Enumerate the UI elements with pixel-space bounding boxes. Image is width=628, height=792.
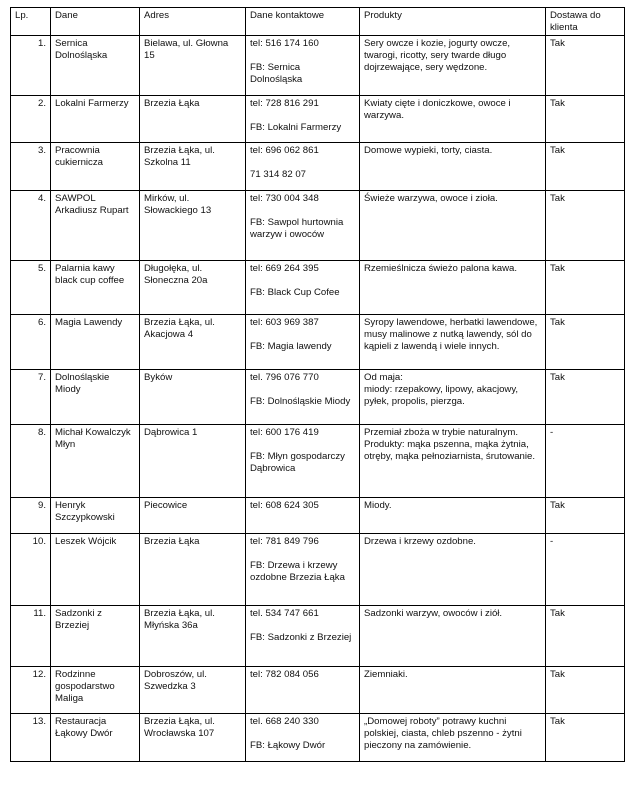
- cell-adres: Piecowice: [140, 498, 246, 534]
- cell-dane-kontaktowe: [246, 191, 360, 261]
- cell-dostawa: Tak: [546, 714, 625, 762]
- cell-dane-kontaktowe: [246, 261, 360, 315]
- cell-produkty: [360, 261, 546, 315]
- table-row: [11, 315, 625, 370]
- cell-dane-kontaktowe: [246, 315, 360, 370]
- products-line: Świeże warzywa, owoce i zioła.: [364, 193, 498, 205]
- document-page: [10, 7, 625, 762]
- products-line: Syropy lawendowe, herbatki lawendowe, musy malinowe z nutką lawendy, sól do kąpieli z lawendą i wiele innych.: [364, 317, 538, 352]
- contact-line: FB: Dolnośląskie Miody: [250, 395, 351, 407]
- header-lp: Lp.: [11, 8, 51, 36]
- cell-dane-kontaktowe: [246, 534, 360, 606]
- blank-line: [250, 548, 355, 560]
- cell-dane: Sernica Dolnośląska: [51, 36, 140, 96]
- products-line: Rzemieślnicza świeżo palona kawa.: [364, 263, 518, 275]
- cell-dostawa: Tak: [546, 191, 625, 261]
- cell-dane-kontaktowe: [246, 606, 360, 667]
- cell-dostawa: Tak: [546, 143, 625, 191]
- products-line: Produkty: mąka pszenna, mąka żytnia, otręby, mąka pełnoziarnista, śrutowanie.: [364, 439, 535, 462]
- cell-dostawa: Tak: [546, 96, 625, 143]
- cell-dane-kontaktowe: [246, 498, 360, 534]
- cell-dane: Sadzonki z Brzeziej: [51, 606, 140, 667]
- products-line: Sery owcze i kozie, jogurty owcze, twarogi, ricotty, sery twarde długo dojrzewające, sery wędzone.: [364, 38, 511, 73]
- header-dane-kontaktowe: Dane kontaktowe: [246, 8, 360, 36]
- cell-dane: Leszek Wójcik: [51, 534, 140, 606]
- products-line: miody: rzepakowy, lipowy, akacjowy, pyłek, propolis, pierzga.: [364, 384, 519, 407]
- cell-dane: Michał Kowalczyk Młyn: [51, 425, 140, 498]
- cell-dane: Dolnośląskie Miody: [51, 370, 140, 425]
- cell-adres: Dąbrowica 1: [140, 425, 246, 498]
- cell-dostawa: Tak: [546, 498, 625, 534]
- cell-dane-kontaktowe: [246, 36, 360, 96]
- table-row: [11, 667, 625, 714]
- contact-line: tel: 782 084 056: [250, 669, 319, 681]
- contact-line: tel: 516 174 160: [250, 38, 319, 50]
- table-row: [11, 714, 625, 762]
- table-row: [11, 370, 625, 425]
- cell-dane-kontaktowe: [246, 143, 360, 191]
- cell-lp: 8.: [11, 425, 51, 498]
- cell-dostawa: Tak: [546, 667, 625, 714]
- contact-line: tel: 728 816 291: [250, 98, 319, 110]
- contact-line: FB: Łąkowy Dwór: [250, 739, 326, 751]
- cell-adres: Bielawa, ul. Głowna 15: [140, 36, 246, 96]
- cell-produkty: [360, 714, 546, 762]
- contact-line: FB: Magia lawendy: [250, 340, 332, 352]
- contact-line: tel: 696 062 861: [250, 145, 319, 157]
- header-dostawa: Dostawa do klienta: [546, 8, 625, 36]
- table-header-row: [11, 8, 625, 36]
- contact-line: FB: Drzewa i krzewy ozdobne Brzezia Łąka: [250, 559, 345, 583]
- cell-produkty: [360, 498, 546, 534]
- cell-produkty: [360, 315, 546, 370]
- cell-lp: 4.: [11, 191, 51, 261]
- cell-dostawa: Tak: [546, 261, 625, 315]
- blank-line: [250, 384, 355, 396]
- cell-dane-kontaktowe: [246, 425, 360, 498]
- contact-line: FB: Młyn gospodarczy Dąbrowica: [250, 450, 345, 474]
- blank-line: [250, 439, 355, 451]
- cell-adres: Byków: [140, 370, 246, 425]
- cell-produkty: [360, 534, 546, 606]
- cell-dane: Rodzinne gospodarstwo Maliga: [51, 667, 140, 714]
- contact-line: tel: 730 004 348: [250, 193, 319, 205]
- header-produkty: Produkty: [360, 8, 546, 36]
- cell-lp: 1.: [11, 36, 51, 96]
- cell-dane: Palarnia kawy black cup coffee: [51, 261, 140, 315]
- cell-lp: 3.: [11, 143, 51, 191]
- contact-line: tel: 781 849 796: [250, 536, 319, 548]
- cell-adres: Brzezia Łąka: [140, 96, 246, 143]
- cell-produkty: [360, 425, 546, 498]
- cell-dane: Pracownia cukiernicza: [51, 143, 140, 191]
- cell-lp: 7.: [11, 370, 51, 425]
- products-line: Domowe wypieki, torty, ciasta.: [364, 145, 493, 157]
- contact-line: tel: 603 969 387: [250, 317, 319, 329]
- contact-line: FB: Sadzonki z Brzeziej: [250, 631, 352, 643]
- cell-adres: Brzezia Łąka: [140, 534, 246, 606]
- contact-line: 71 314 82 07: [250, 168, 307, 180]
- contact-line: tel: 608 624 305: [250, 500, 319, 512]
- cell-produkty: [360, 606, 546, 667]
- cell-lp: 2.: [11, 96, 51, 143]
- contact-line: FB: Black Cup Cofee: [250, 286, 340, 298]
- cell-lp: 13.: [11, 714, 51, 762]
- table-row: [11, 534, 625, 606]
- cell-dostawa: -: [546, 534, 625, 606]
- cell-dostawa: Tak: [546, 370, 625, 425]
- cell-dane-kontaktowe: [246, 667, 360, 714]
- products-line: Od maja:: [364, 372, 403, 384]
- products-line: Drzewa i krzewy ozdobne.: [364, 536, 476, 548]
- blank-line: [250, 157, 355, 169]
- cell-lp: 10.: [11, 534, 51, 606]
- products-line: Przemiał zboża w trybie naturalnym.: [364, 427, 519, 439]
- cell-adres: Brzezia Łąka, ul. Wrocławska 107: [140, 714, 246, 762]
- cell-dostawa: -: [546, 425, 625, 498]
- contact-line: tel. 534 747 661: [250, 608, 319, 620]
- cell-produkty: [360, 191, 546, 261]
- table-row: [11, 498, 625, 534]
- table-row: [11, 425, 625, 498]
- cell-dane: Restauracja Łąkowy Dwór: [51, 714, 140, 762]
- cell-produkty: [360, 370, 546, 425]
- header-adres: Adres: [140, 8, 246, 36]
- contact-line: tel. 668 240 330: [250, 716, 319, 728]
- cell-adres: Brzezia Łąka, ul. Młyńska 36a: [140, 606, 246, 667]
- blank-line: [250, 620, 355, 632]
- cell-produkty: [360, 143, 546, 191]
- cell-dostawa: Tak: [546, 315, 625, 370]
- table-row: [11, 261, 625, 315]
- cell-lp: 9.: [11, 498, 51, 534]
- blank-line: [250, 728, 355, 740]
- contact-line: FB: Sawpol hurtownia warzyw i owoców: [250, 216, 344, 240]
- cell-dostawa: Tak: [546, 606, 625, 667]
- contact-line: FB: Sernica Dolnośląska: [250, 61, 303, 85]
- table-row: [11, 143, 625, 191]
- cell-dane-kontaktowe: [246, 370, 360, 425]
- cell-dane: Lokalni Farmerzy: [51, 96, 140, 143]
- contact-line: FB: Lokalni Farmerzy: [250, 121, 342, 133]
- cell-dane-kontaktowe: [246, 96, 360, 143]
- contact-line: tel: 669 264 395: [250, 263, 319, 275]
- cell-lp: 6.: [11, 315, 51, 370]
- cell-produkty: [360, 667, 546, 714]
- cell-dane-kontaktowe: [246, 714, 360, 762]
- cell-dane: Henryk Szczypkowski: [51, 498, 140, 534]
- cell-dane: SAWPOL Arkadiusz Rupart: [51, 191, 140, 261]
- cell-dane: Magia Lawendy: [51, 315, 140, 370]
- table-row: [11, 191, 625, 261]
- cell-adres: Dobroszów, ul. Szwedzka 3: [140, 667, 246, 714]
- blank-line: [250, 110, 355, 122]
- blank-line: [250, 50, 355, 62]
- cell-produkty: [360, 36, 546, 96]
- cell-adres: Długołęka, ul. Słoneczna 20a: [140, 261, 246, 315]
- cell-adres: Brzezia Łąka, ul. Szkolna 11: [140, 143, 246, 191]
- cell-adres: Brzezia Łąka, ul. Akacjowa 4: [140, 315, 246, 370]
- contact-line: tel. 796 076 770: [250, 372, 319, 384]
- producers-table: [10, 7, 625, 762]
- cell-lp: 12.: [11, 667, 51, 714]
- cell-lp: 5.: [11, 261, 51, 315]
- table-row: [11, 36, 625, 96]
- table-row: [11, 606, 625, 667]
- cell-dostawa: Tak: [546, 36, 625, 96]
- cell-produkty: [360, 96, 546, 143]
- products-line: Kwiaty cięte i doniczkowe, owoce i warzywa.: [364, 98, 511, 122]
- products-line: Sadzonki warzyw, owoców i ziół.: [364, 608, 503, 620]
- blank-line: [250, 275, 355, 287]
- header-dane: Dane: [51, 8, 140, 36]
- table-row: [11, 96, 625, 143]
- products-line: Ziemniaki.: [364, 669, 408, 681]
- products-line: „Domowej roboty” potrawy kuchni polskiej, ciasta, chleb pszenno - żytni pieczony na zamówienie.: [364, 716, 522, 751]
- cell-lp: 11.: [11, 606, 51, 667]
- blank-line: [250, 205, 355, 217]
- products-line: Miody.: [364, 500, 392, 512]
- cell-adres: Mirków, ul. Słowackiego 13: [140, 191, 246, 261]
- contact-line: tel: 600 176 419: [250, 427, 319, 439]
- blank-line: [250, 329, 355, 341]
